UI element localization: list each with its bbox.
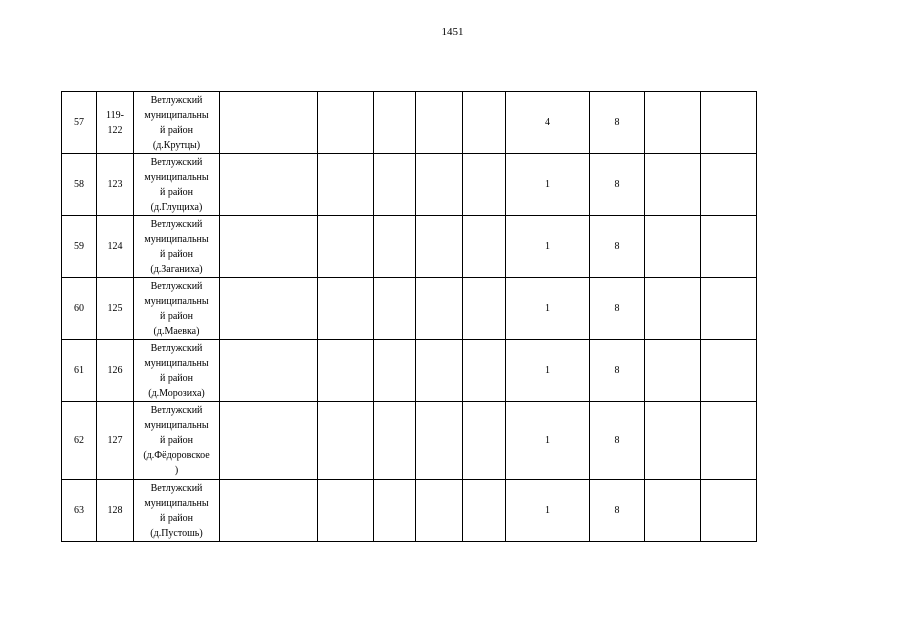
code-cell: 125 [97, 278, 134, 340]
empty-cell [463, 402, 506, 480]
empty-cell [701, 154, 757, 216]
empty-cell [463, 278, 506, 340]
code-cell: 127 [97, 402, 134, 480]
value-b-cell: 8 [590, 216, 645, 278]
page-number: 1451 [441, 26, 464, 38]
empty-cell [318, 340, 374, 402]
value-b-cell: 8 [590, 402, 645, 480]
value-a-cell: 1 [506, 480, 590, 542]
empty-cell [318, 216, 374, 278]
table-row [62, 216, 757, 278]
empty-cell [416, 278, 463, 340]
empty-cell [463, 340, 506, 402]
row-number-cell: 63 [62, 480, 97, 542]
empty-cell [374, 402, 416, 480]
district-cell: Ветлужский муниципальны й район (д.Крутцы) [134, 92, 220, 154]
empty-cell [645, 216, 701, 278]
code-cell: 119- 122 [97, 92, 134, 154]
code-cell: 128 [97, 480, 134, 542]
empty-cell [220, 216, 318, 278]
empty-cell [701, 340, 757, 402]
row-number-cell: 59 [62, 216, 97, 278]
empty-cell [701, 92, 757, 154]
row-number-cell: 61 [62, 340, 97, 402]
empty-cell [220, 154, 318, 216]
empty-cell [645, 340, 701, 402]
empty-cell [416, 154, 463, 216]
empty-cell [645, 402, 701, 480]
row-number-cell: 58 [62, 154, 97, 216]
code-cell: 126 [97, 340, 134, 402]
value-b-cell: 8 [590, 340, 645, 402]
value-a-cell: 1 [506, 278, 590, 340]
table-row [62, 154, 757, 216]
empty-cell [645, 154, 701, 216]
row-number-cell: 62 [62, 402, 97, 480]
row-number-cell: 60 [62, 278, 97, 340]
empty-cell [463, 154, 506, 216]
empty-cell [318, 480, 374, 542]
empty-cell [701, 216, 757, 278]
empty-cell [463, 480, 506, 542]
district-cell: Ветлужский муниципальны й район (д.Заганиха) [134, 216, 220, 278]
empty-cell [374, 278, 416, 340]
empty-cell [374, 92, 416, 154]
empty-cell [701, 480, 757, 542]
table-row [62, 402, 757, 480]
empty-cell [701, 278, 757, 340]
row-number-cell: 57 [62, 92, 97, 154]
data-table [61, 91, 757, 542]
value-b-cell: 8 [590, 154, 645, 216]
table-row [62, 278, 757, 340]
empty-cell [220, 340, 318, 402]
empty-cell [374, 340, 416, 402]
table-row [62, 340, 757, 402]
table-row [62, 480, 757, 542]
empty-cell [701, 402, 757, 480]
value-a-cell: 1 [506, 154, 590, 216]
value-a-cell: 1 [506, 340, 590, 402]
empty-cell [374, 154, 416, 216]
value-a-cell: 1 [506, 216, 590, 278]
empty-cell [463, 92, 506, 154]
empty-cell [416, 480, 463, 542]
empty-cell [416, 92, 463, 154]
empty-cell [220, 278, 318, 340]
empty-cell [220, 92, 318, 154]
district-cell: Ветлужский муниципальны й район (д.Фёдоровское ) [134, 402, 220, 480]
empty-cell [220, 480, 318, 542]
empty-cell [645, 480, 701, 542]
value-a-cell: 1 [506, 402, 590, 480]
empty-cell [374, 216, 416, 278]
empty-cell [318, 154, 374, 216]
district-cell: Ветлужский муниципальны й район (д.Глущиха) [134, 154, 220, 216]
empty-cell [318, 278, 374, 340]
empty-cell [220, 402, 318, 480]
code-cell: 123 [97, 154, 134, 216]
empty-cell [416, 216, 463, 278]
empty-cell [318, 402, 374, 480]
empty-cell [416, 402, 463, 480]
value-b-cell: 8 [590, 278, 645, 340]
value-b-cell: 8 [590, 480, 645, 542]
code-cell: 124 [97, 216, 134, 278]
district-cell: Ветлужский муниципальны й район (д.Морозиха) [134, 340, 220, 402]
value-a-cell: 4 [506, 92, 590, 154]
empty-cell [318, 92, 374, 154]
district-cell: Ветлужский муниципальны й район (д.Пустошь) [134, 480, 220, 542]
value-b-cell: 8 [590, 92, 645, 154]
table-row [62, 92, 757, 154]
empty-cell [645, 92, 701, 154]
empty-cell [645, 278, 701, 340]
empty-cell [374, 480, 416, 542]
empty-cell [416, 340, 463, 402]
district-cell: Ветлужский муниципальны й район (д.Маевка) [134, 278, 220, 340]
empty-cell [463, 216, 506, 278]
